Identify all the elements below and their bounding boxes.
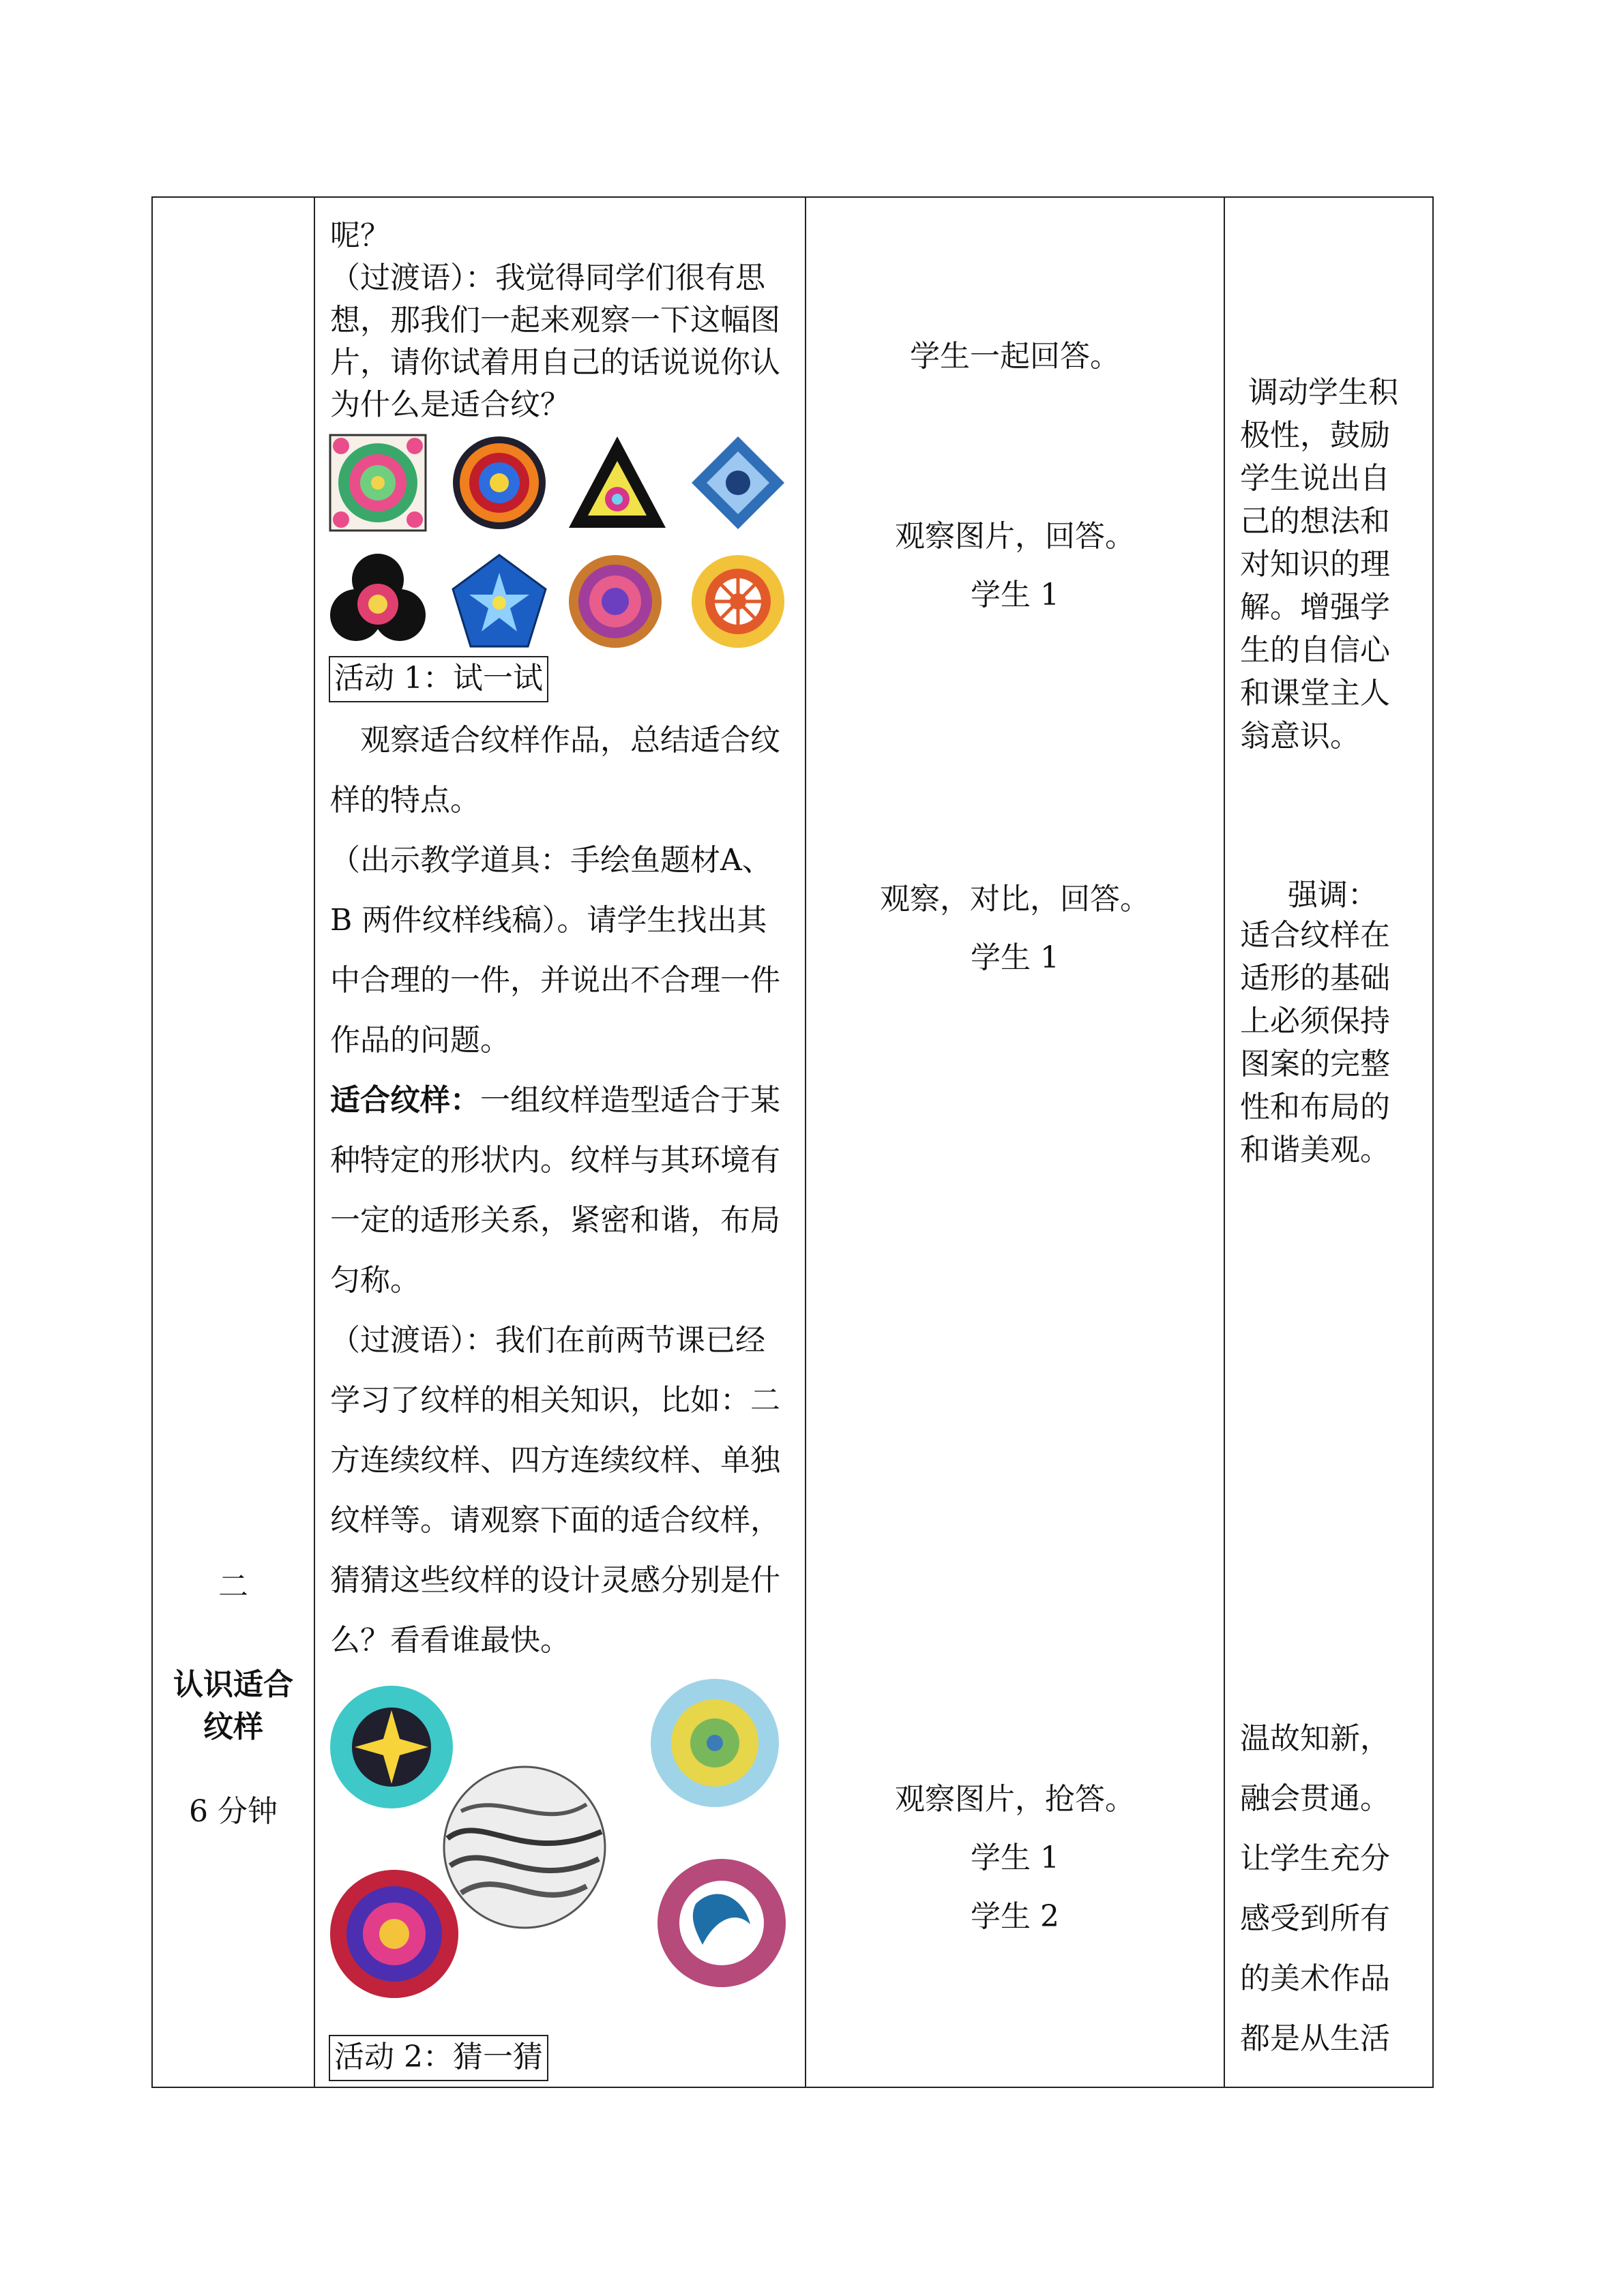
flower-mandala-icon bbox=[566, 552, 664, 651]
teacher-transition-2: （过渡语）：我们在前两节课已经学习了纹样的相关知识，比如：二方连续纹样、四方连续纹样、单独纹样等。请观察下面的适合纹样，猜猜这些纹样的设计灵感分别是什么？看看谁最快。 bbox=[330, 1323, 780, 1658]
lesson-table bbox=[151, 196, 1434, 2088]
purpose-column bbox=[1225, 198, 1434, 2087]
activity-1-label: 活动 1：试一试 bbox=[329, 656, 548, 702]
stage-number: 二 bbox=[218, 1569, 248, 1604]
stage-duration: 6 分钟 bbox=[189, 1794, 278, 1829]
student-1-a: 学生 1 bbox=[971, 578, 1059, 612]
purpose-paragraph-2: 适合纹样在适形的基础上必须保持图案的完整性和布局的和谐美观。 bbox=[1240, 918, 1390, 1167]
teacher-line-cont: 呢？ bbox=[330, 218, 390, 253]
animal-circle-icon bbox=[655, 1856, 788, 1990]
teacher-observe: 观察适合纹样作品，总结适合纹样的特点。 bbox=[330, 723, 780, 818]
stage-title: 认识适合纹样 bbox=[173, 1667, 293, 1744]
student-1-b: 学生 1 bbox=[971, 940, 1059, 975]
teacher-show-aids: （出示教学道具：手绘鱼题材A、B 两件纹样线稿）。请学生找出其中合理的一件，并说出不合理一件作品的问题。 bbox=[330, 843, 780, 1058]
student-2: 学生 2 bbox=[971, 1899, 1059, 1934]
teacher-transition-1: （过渡语）：我觉得同学们很有思想，那我们一起来观察一下这幅图片，请你试着用自己的话说说你认为什么是适合纹？ bbox=[330, 260, 780, 422]
trefoil-mandala-icon bbox=[329, 552, 427, 651]
definition-paragraph bbox=[330, 1071, 793, 1311]
flower-circle-icon bbox=[327, 1683, 456, 1811]
bird-circle-icon bbox=[648, 1676, 782, 1810]
student-1-c: 学生 1 bbox=[971, 1840, 1059, 1875]
definition-term: 适合纹样： bbox=[330, 1083, 480, 1118]
kaleidoscope-circle-icon bbox=[327, 1867, 461, 2001]
purpose-paragraph-1: 调动学生积极性，鼓励学生说出自己的想法和对知识的理解。增强学生的自信心和课堂主人翁意识。 bbox=[1240, 375, 1398, 754]
emphasis-label: 强调： bbox=[1288, 878, 1378, 912]
student-column bbox=[806, 198, 1224, 2087]
triangle-mandala-icon bbox=[566, 434, 668, 532]
teacher-column bbox=[315, 198, 805, 2087]
square-mandala-icon bbox=[329, 434, 427, 532]
student-answer-together: 学生一起回答。 bbox=[910, 339, 1120, 374]
diamond-mandala-icon bbox=[689, 434, 787, 532]
student-quick-answer: 观察图片，抢答。 bbox=[895, 1782, 1135, 1817]
purpose-paragraph-3: 温故知新，融会贯通。让学生充分感受到所有的美术作品都是从生活 bbox=[1240, 1721, 1390, 2056]
stage-column bbox=[153, 198, 314, 2087]
sunflower-wheel-icon bbox=[689, 552, 787, 651]
activity-2-label: 活动 2：猜一猜 bbox=[329, 2035, 548, 2081]
star-pentagon-icon bbox=[450, 552, 548, 651]
student-observe-answer: 观察图片，回答。 bbox=[895, 519, 1135, 554]
wave-line-art-icon bbox=[441, 1763, 608, 1931]
circle-mandala-icon bbox=[450, 434, 548, 532]
definition-text: 一组纹样造型适合于某种特定的形状内。纹样与其环境有一定的适形关系，紧密和谐，布局匀称。 bbox=[330, 1083, 780, 1298]
student-compare-answer: 观察，对比，回答。 bbox=[880, 882, 1150, 916]
